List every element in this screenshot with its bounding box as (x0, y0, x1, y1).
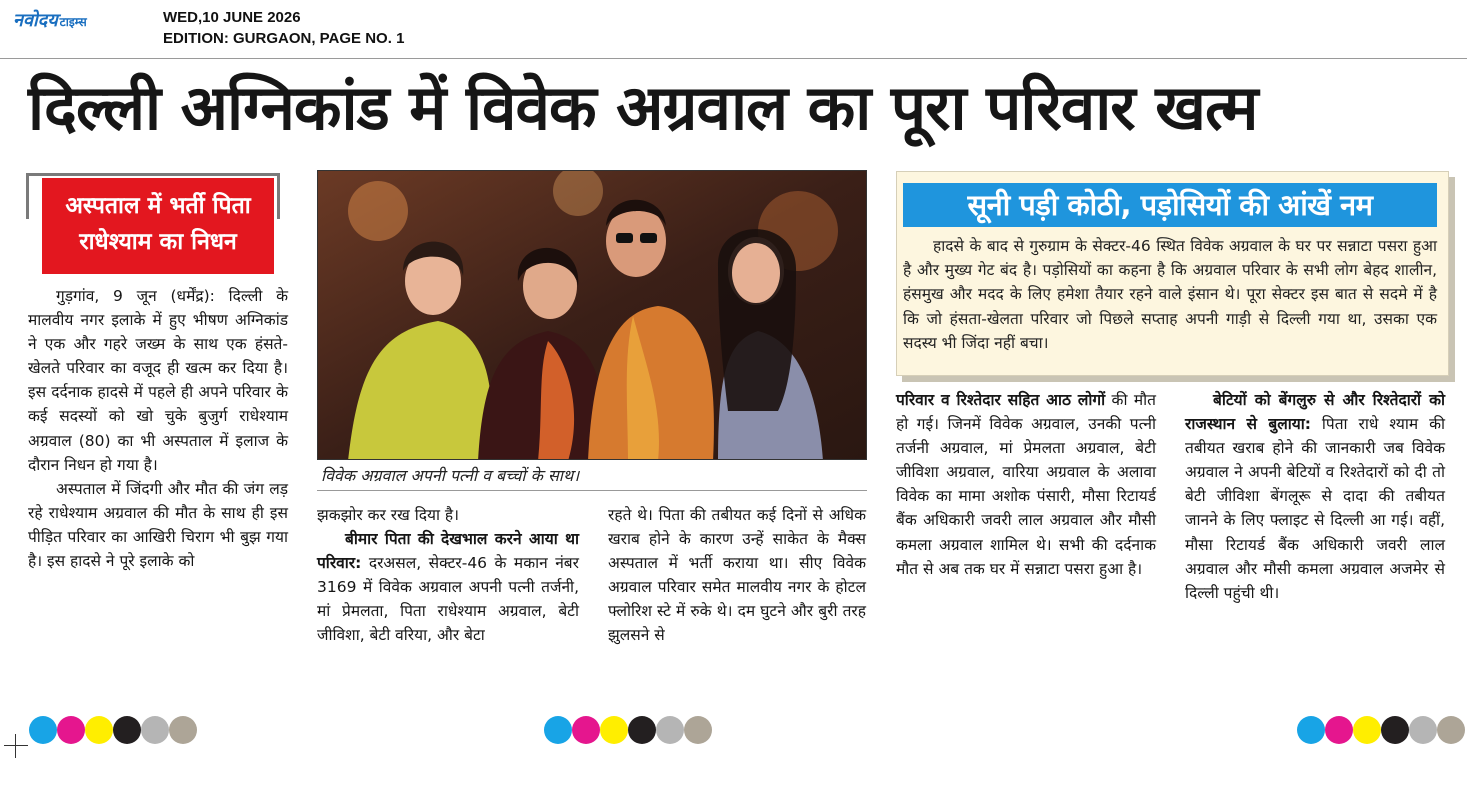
magenta-dot (57, 716, 85, 744)
cyan-dot (1297, 716, 1325, 744)
black-dot (113, 716, 141, 744)
page-headline: दिल्ली अग्निकांड में विवेक अग्रवाल का पूरा परिवार खत्म (28, 71, 1258, 144)
subhead-frame-left (26, 173, 29, 219)
sidebar-box-text: हादसे के बाद से गुरुग्राम के सेक्टर-46 स्थित विवेक अग्रवाल के घर पर सन्नाटा पसरा हुआ है और मुख्य गेट बंद है। पड़ोसियों का कहना है कि अग्रवाल परिवार के सभी लोग बेहद शालीन, हंसमुख और मदद के लिए हमेशा तैयार रहने वाले इंसान थे। पूरा सेक्टर इस बात से सदमे में है कि जो हंसता-खेलता परिवार जो पिछले सप्ताह अपनी गाड़ी से दिल्ली गया था, उसका एक सदस्य भी जिंदा नहीं बचा। (903, 237, 1437, 352)
subhead-frame-right (277, 173, 280, 219)
registration-marks-left (29, 716, 199, 746)
grey-dot (1409, 716, 1437, 744)
photo-caption: विवेक अग्रवाल अपनी पत्नी व बच्चों के साथ। (317, 461, 867, 491)
yellow-dot (85, 716, 113, 744)
grey-dot (141, 716, 169, 744)
registration-marks-right (1297, 716, 1467, 746)
logo-sub: टाइम्स (59, 15, 87, 29)
tan-dot (684, 716, 712, 744)
col1-paragraph-2: अस्पताल में जिंदगी और मौत की जंग लड़ रहे राधेश्याम अग्रवाल की मौत के साथ ही इस पीड़ित परिवार का आखिरी चिराग भी बुझ गया है। इस हादसे ने पूरे इलाके को (28, 479, 288, 571)
logo-main: नवोदय (13, 10, 58, 31)
article-column-2 (317, 503, 579, 648)
col5-paragraph-text: पिता राधे श्याम की तबीयत खराब होने की जानकारी जब विवेक अग्रवाल ने अपनी बेटियों व रिश्तेदारों को दी तो बेटी जीविशा बेंगलूरू से दादा की तबीयत जानने के लिए फ्लाइट से दिल्ली आ गई। वहीं, मौसा रिटायर्ड बैंक अधिकारी जवरी लाल अग्रवाल और मौसी कमला अग्रवाल अजमेर से दिल्ली पहुंची थी। (1185, 415, 1445, 602)
grey-dot (656, 716, 684, 744)
registration-marks-center (544, 716, 714, 746)
col5-subhead: बेटियों को बेंगलुरु से और रिश्तेदारों को राजस्थान से बुलाया: (1185, 391, 1445, 434)
black-dot (628, 716, 656, 744)
yellow-dot (1353, 716, 1381, 744)
crop-mark-icon (4, 734, 28, 758)
article-column-5 (1185, 388, 1445, 605)
tan-dot (169, 716, 197, 744)
cyan-dot (544, 716, 572, 744)
article-column-3 (608, 503, 866, 648)
magenta-dot (572, 716, 600, 744)
masthead (0, 0, 1467, 59)
left-subhead-line2: राधेश्याम का निधन (79, 229, 237, 255)
col4-subhead: परिवार व रिश्तेदार सहित आठ लोगों (896, 391, 1106, 409)
tan-dot (1437, 716, 1465, 744)
edition-info: EDITION: GURGAON, PAGE NO. 1 (163, 30, 405, 47)
sidebar-box-title: सूनी पड़ी कोठी, पड़ोसियों की आंखें नम (903, 183, 1437, 227)
col2-paragraph-1: झकझोर कर रख दिया है। (317, 506, 460, 524)
col2-paragraph-2-text: दरअसल, सेक्टर-46 के मकान नंबर 3169 में विवेक अग्रवाल अपनी पत्नी तर्जनी, मां प्रेमलता, पिता राधेश्याम अग्रवाल, बेटी जीविशा, बेटी वरिया, और बेटा (317, 554, 579, 645)
edition-date: WED,10 JUNE 2026 (163, 9, 301, 26)
family-photo-illustration (318, 171, 867, 460)
col3-paragraph-1: रहते थे। पिता की तबीयत कई दिनों से अधिक खराब होने के कारण उन्हें साकेत के मैक्स अस्पताल में भर्ती कराया था। सीए विवेक अग्रवाल परिवार समेत मालवीय नगर के होटल फ्लोरिश स्टे में रुके थे। दम घुटने और बुरी तरह झुलसने से (608, 506, 866, 645)
family-photo (317, 170, 867, 460)
left-subhead (42, 178, 274, 274)
black-dot (1381, 716, 1409, 744)
article-column-4 (896, 388, 1156, 581)
left-subhead-line1: अस्पताल में भर्ती पिता (65, 193, 251, 219)
article-column-1 (28, 284, 288, 573)
magenta-dot (1325, 716, 1353, 744)
col2-paragraph-2 (317, 527, 579, 647)
newspaper-logo (13, 8, 87, 32)
col4-paragraph-text: की मौत हो गई। जिनमें विवेक अग्रवाल, उनकी पत्नी तर्जनी अग्रवाल, मां प्रेमलता अग्रवाल, बेटी जीविशा अग्रवाल, वारिया अग्रवाल के अलावा विवेक का मामा अशोक पंसारी, मौसा रिटायर्ड बैंक अधिकारी जवरी लाल अग्रवाल और मौसी कमला अग्रवाल शामिल थे। सभी की दर्दनाक मौत से अब तक घर में सन्नाटा पसरा हुआ है। (896, 391, 1156, 578)
col1-paragraph-1: गुड़गांव, 9 जून (धर्मेंद्र): दिल्ली के मालवीय नगर इलाके में हुए भीषण अग्निकांड ने एक और गहरे जख्म के साथ एक हंसते-खेलते परिवार का वजूद ही खत्म कर दिया है। इस दर्दनाक हादसे में पहले ही अपने परिवार के कई सदस्यों को खो चुके बुजुर्ग राधेश्याम अग्रवाल (80) का भी अस्पताल में इलाज के दौरान निधन हो गया है। (28, 287, 288, 474)
col2-subhead: बीमार पिता की देखभाल करने आया था परिवार: (317, 530, 579, 573)
cyan-dot (29, 716, 57, 744)
yellow-dot (600, 716, 628, 744)
